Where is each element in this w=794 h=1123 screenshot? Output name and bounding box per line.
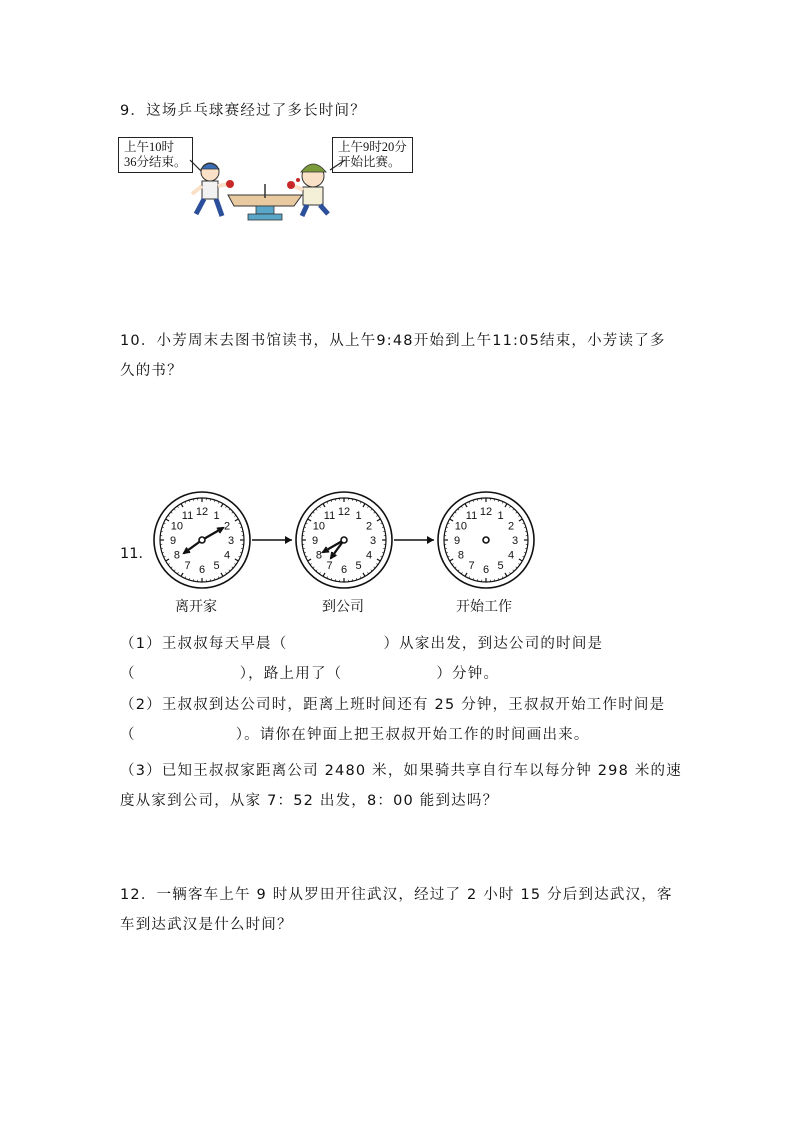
clock-center-0 bbox=[199, 537, 205, 543]
clock-number: 4 bbox=[508, 549, 515, 562]
bubble-end-line1: 上午10时 bbox=[124, 140, 175, 154]
clock-arrow-head-1 bbox=[427, 536, 434, 544]
clock-number: 3 bbox=[227, 535, 235, 547]
question-11-number: 11． bbox=[120, 546, 153, 562]
clock-number: 10 bbox=[170, 520, 184, 533]
clock-number: 6 bbox=[198, 564, 206, 576]
q11-part1-text-c: （ bbox=[120, 666, 136, 682]
clock-number: 12 bbox=[479, 506, 493, 518]
q11-part1-text-e: ）分钟。 bbox=[436, 666, 500, 682]
clock-number: 2 bbox=[224, 520, 231, 533]
clock-number: 11 bbox=[323, 509, 336, 522]
clock-number: 2 bbox=[508, 520, 515, 533]
clock-number: 5 bbox=[497, 560, 504, 573]
clock-number: 9 bbox=[169, 535, 177, 547]
clock-number: 8 bbox=[315, 549, 322, 562]
q11-part1-text-a: （1）王叔叔每天早晨（ bbox=[120, 636, 288, 652]
clock-number: 4 bbox=[224, 549, 231, 562]
q11-part1-line2 bbox=[120, 659, 499, 689]
clock-number: 5 bbox=[213, 560, 220, 573]
question-12-text: 12．一辆客车上午 9 时从罗田开往武汉，经过了 2 小时 15 分后到达武汉，客车到达武汉是什么时间？ bbox=[120, 887, 673, 933]
question-10-text: 10．小芳周末去图书馆读书，从上午9:48开始到上午11:05结束，小芳读了多久的书？ bbox=[120, 333, 666, 379]
clock-number: 9 bbox=[453, 535, 461, 547]
clock-number: 8 bbox=[457, 549, 464, 562]
clock-number: 5 bbox=[355, 560, 362, 573]
clock-number: 9 bbox=[311, 535, 319, 547]
question-9-title: 9．这场乒乓球赛经过了多长时间？ bbox=[120, 103, 366, 119]
clock-number: 6 bbox=[482, 564, 490, 576]
clock-number: 10 bbox=[312, 520, 326, 533]
clock-center-2 bbox=[483, 537, 489, 543]
clock-number: 1 bbox=[497, 509, 504, 522]
clock-number: 1 bbox=[213, 509, 220, 522]
q11-part3-line1: （3）已知王叔叔家距离公司 2480 米，如果骑共享自行车以每分钟 298 米的速 bbox=[120, 763, 682, 779]
q11-part1-line1 bbox=[120, 629, 603, 659]
clock-number: 10 bbox=[454, 520, 468, 533]
q11-part2-line2 bbox=[120, 720, 590, 750]
left-player-figure bbox=[192, 163, 234, 216]
clock-number: 11 bbox=[181, 509, 194, 522]
q11-part2-text-b: ）。请你在钟面上把王叔叔开始工作的时间画出来。 bbox=[235, 727, 590, 743]
bubble-start-line2: 开始比赛。 bbox=[338, 155, 401, 169]
clock-number: 12 bbox=[195, 506, 209, 518]
clock-number: 7 bbox=[326, 560, 333, 573]
q11-part2-line1: （2）王叔叔到达公司时，距离上班时间还有 25 分钟，王叔叔开始工作时间是 bbox=[120, 697, 666, 713]
clock-diagram bbox=[148, 490, 568, 590]
clock-number: 3 bbox=[369, 535, 377, 547]
clock-center-1 bbox=[341, 537, 347, 543]
bubble-end-line2: 36分结束。 bbox=[124, 155, 187, 169]
clock-label-arrive-office: 到公司 bbox=[322, 599, 364, 615]
clock-number: 1 bbox=[355, 509, 362, 522]
clock-number: 8 bbox=[173, 549, 180, 562]
clock-number: 2 bbox=[366, 520, 373, 533]
clock-number: 3 bbox=[511, 535, 519, 547]
ping-pong-illustration bbox=[170, 150, 430, 230]
q11-part1-text-b: ）从家出发，到达公司的时间是 bbox=[383, 636, 604, 652]
clock-arrow-head-0 bbox=[285, 536, 292, 544]
clock-number: 7 bbox=[468, 560, 475, 573]
clock-number: 4 bbox=[366, 549, 373, 562]
clock-number: 12 bbox=[337, 506, 351, 518]
clock-label-leave-home: 离开家 bbox=[175, 599, 217, 615]
clock-label-start-work: 开始工作 bbox=[456, 599, 512, 615]
bubble-start-line1: 上午9时20分 bbox=[338, 140, 407, 154]
q11-part1-text-d: ），路上用了（ bbox=[239, 666, 343, 682]
ping-pong-table bbox=[228, 184, 302, 220]
clock-number: 6 bbox=[340, 564, 348, 576]
q11-part2-text-a: （ bbox=[120, 727, 136, 743]
q11-part3-line2: 度从家到公司，从家 7：52 出发，8：00 能到达吗？ bbox=[120, 793, 499, 809]
clock-number: 11 bbox=[465, 509, 478, 522]
right-player-figure bbox=[287, 164, 328, 216]
clock-number: 7 bbox=[184, 560, 191, 573]
